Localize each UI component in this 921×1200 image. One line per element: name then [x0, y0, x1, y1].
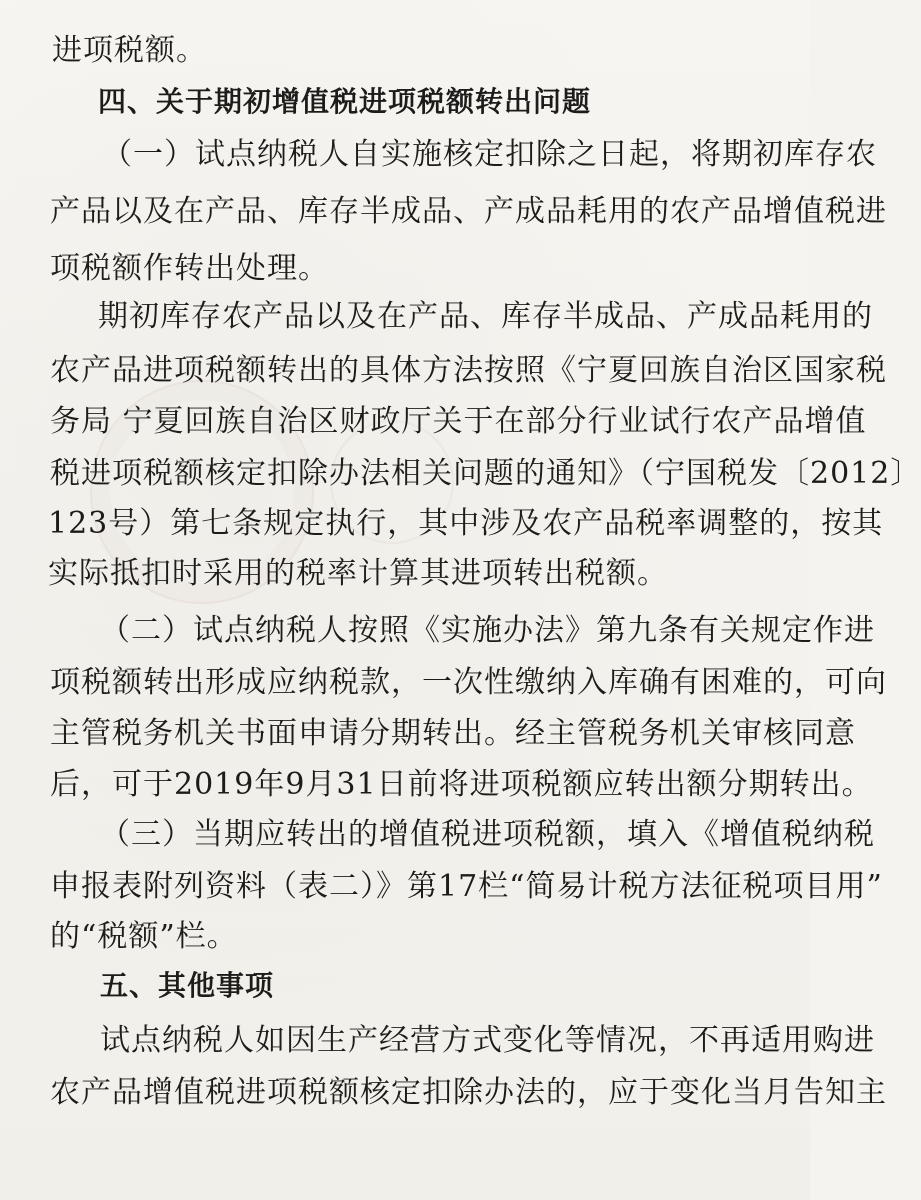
text-line: 试点纳税人如因生产经营方式变化等情况，不再适用购进 [100, 1023, 875, 1058]
text-line: 项税额转出形成应纳税款，一次性缴纳入库确有困难的，可向 [50, 665, 887, 700]
text-line: 进项税额。 [52, 33, 207, 68]
text-line: 实际抵扣时采用的税率计算其进项转出税额。 [48, 556, 668, 591]
text-line: 的“税额”栏。 [50, 919, 238, 954]
text-line: （二）试点纳税人按照《实施办法》第九条有关规定作进 [100, 613, 875, 648]
text-line: 税进项税额核定扣除办法相关问题的通知》（宁国税发〔2012〕 [50, 456, 921, 491]
text-line: （三）当期应转出的增值税进项税额，填入《增值税纳税 [100, 817, 875, 852]
text-line: 申报表附列资料（表二）》第17栏“简易计税方法征税项目用” [50, 869, 883, 904]
text-line: 产品以及在产品、库存半成品、产成品耗用的农产品增值税进 [50, 194, 887, 229]
text-line: （一）试点纳税人自实施核定扣除之日起，将期初库存农 [102, 137, 877, 172]
text-line: 农产品进项税额转出的具体方法按照《宁夏回族自治区国家税 [50, 353, 887, 388]
section-heading-4: 四、关于期初增值税进项税额转出问题 [98, 85, 592, 118]
text-line: 123号）第七条规定执行，其中涉及农产品税率调整的，按其 [48, 506, 884, 541]
section-heading-5: 五、其他事项 [100, 969, 275, 1002]
text-line: 农产品增值税进项税额核定扣除办法的，应于变化当月告知主 [50, 1075, 887, 1110]
text-line: 后，可于2019年9月31日前将进项税额应转出额分期转出。 [50, 767, 873, 802]
text-line: 主管税务机关书面申请分期转出。经主管税务机关审核同意 [50, 716, 856, 751]
text-line: 务局 宁夏回族自治区财政厅关于在部分行业试行农产品增值 [50, 404, 867, 439]
text-line: 期初库存农产品以及在产品、库存半成品、产成品耗用的 [98, 299, 873, 334]
text-line: 项税额作转出处理。 [50, 251, 329, 286]
